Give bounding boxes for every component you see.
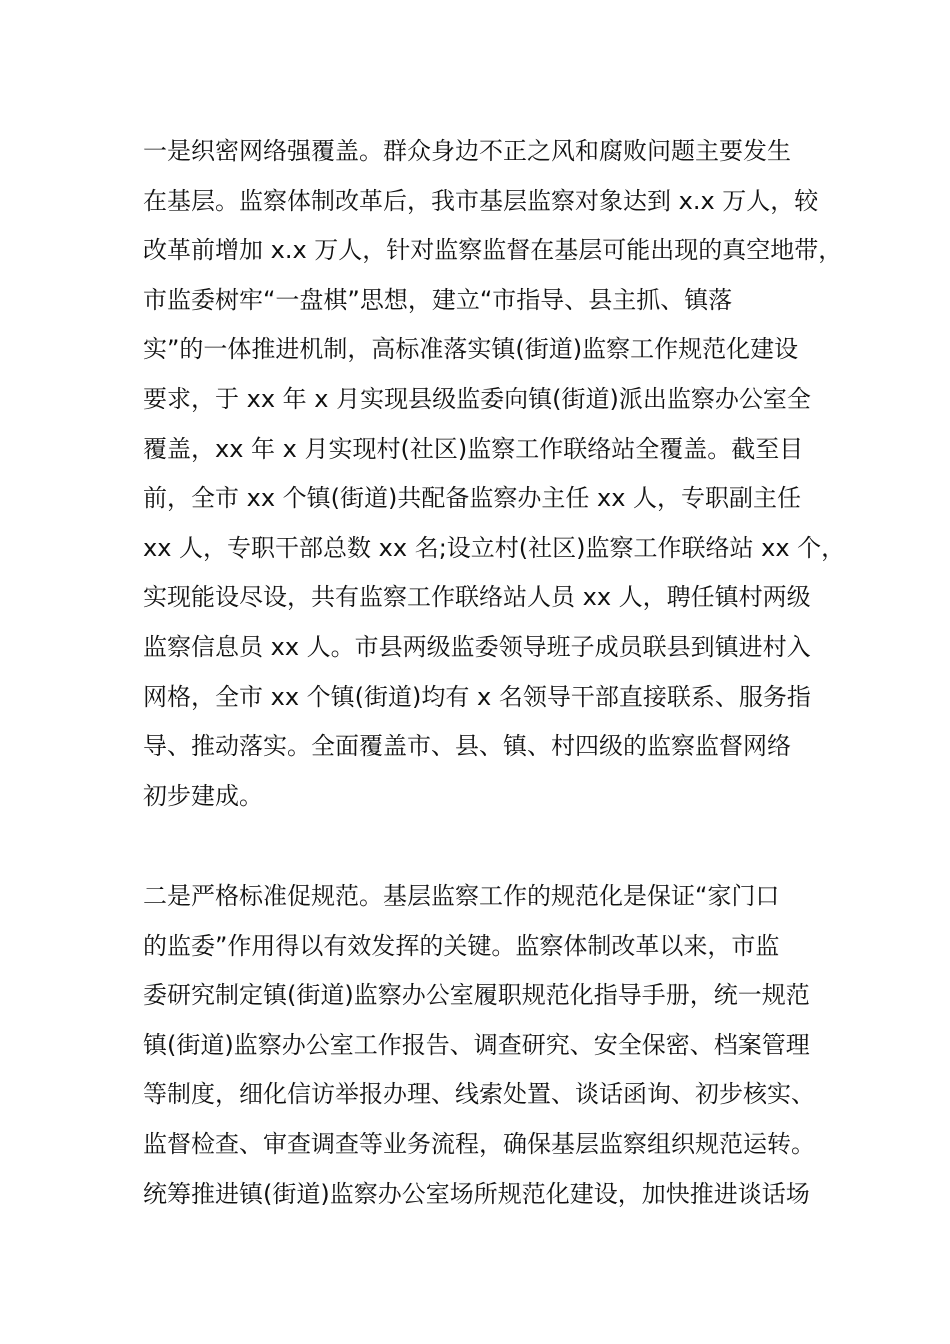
paragraph-network-coverage — [143, 127, 846, 821]
text-line: 一是织密网络强覆盖。群众身边不正之风和腐败问题主要发生 — [143, 137, 791, 165]
text-line: 覆盖，xx 年 x 月实现村(社区)监察工作联络站全覆盖。截至目 — [143, 434, 804, 463]
text-line: 的监委”作用得以有效发挥的关键。监察体制改革以来，市监 — [143, 931, 780, 960]
text-line: 二是严格标准促规范。基层监察工作的规范化是保证“家门口 — [143, 882, 780, 910]
text-line: 在基层。监察体制改革后，我市基层监察对象达到 x.x 万人，较 — [143, 186, 819, 215]
text-line: 等制度，细化信访举报办理、线索处置、谈话函询、初步核实、 — [143, 1080, 815, 1109]
text-line: 统筹推进镇(街道)监察办公室场所规范化建设，加快推进谈话场 — [143, 1179, 810, 1208]
text-line: 委研究制定镇(街道)监察办公室履职规范化指导手册，统一规范 — [143, 981, 810, 1010]
text-line: 监督检查、审查调查等业务流程，确保基层监察组织规范运转。 — [143, 1129, 815, 1158]
text-line: 前，全市 xx 个镇(街道)共配备监察办主任 xx 人，专职副主任 — [143, 484, 802, 513]
text-line: 网格，全市 xx 个镇(街道)均有 x 名领导干部直接联系、服务指 — [143, 682, 811, 711]
text-line: xx 人，专职干部总数 xx 名;设立村(社区)监察工作联络站 xx 个， — [143, 533, 846, 562]
text-line: 导、推动落实。全面覆盖市、县、镇、村四级的监察监督网络 — [143, 732, 791, 761]
paragraph-standardization — [143, 872, 833, 1219]
text-line: 市监委树牢“一盘棋”思想，建立“市指导、县主抓、镇落 — [143, 285, 733, 314]
text-line: 监察信息员 xx 人。市县两级监委领导班子成员联县到镇进村入 — [143, 632, 811, 661]
text-line: 改革前增加 x.x 万人，针对监察监督在基层可能出现的真空地带， — [143, 236, 843, 265]
text-line: 要求，于 xx 年 x 月实现县级监委向镇(街道)派出监察办公室全 — [143, 384, 811, 413]
text-line: 初步建成。 — [143, 781, 263, 810]
text-line: 实现能设尽设，共有监察工作联络站人员 xx 人，聘任镇村两级 — [143, 583, 811, 612]
text-line: 镇(街道)监察办公室工作报告、调查研究、安全保密、档案管理 — [143, 1030, 810, 1059]
text-line: 实”的一体推进机制，高标准落实镇(街道)监察工作规范化建设 — [143, 335, 799, 364]
